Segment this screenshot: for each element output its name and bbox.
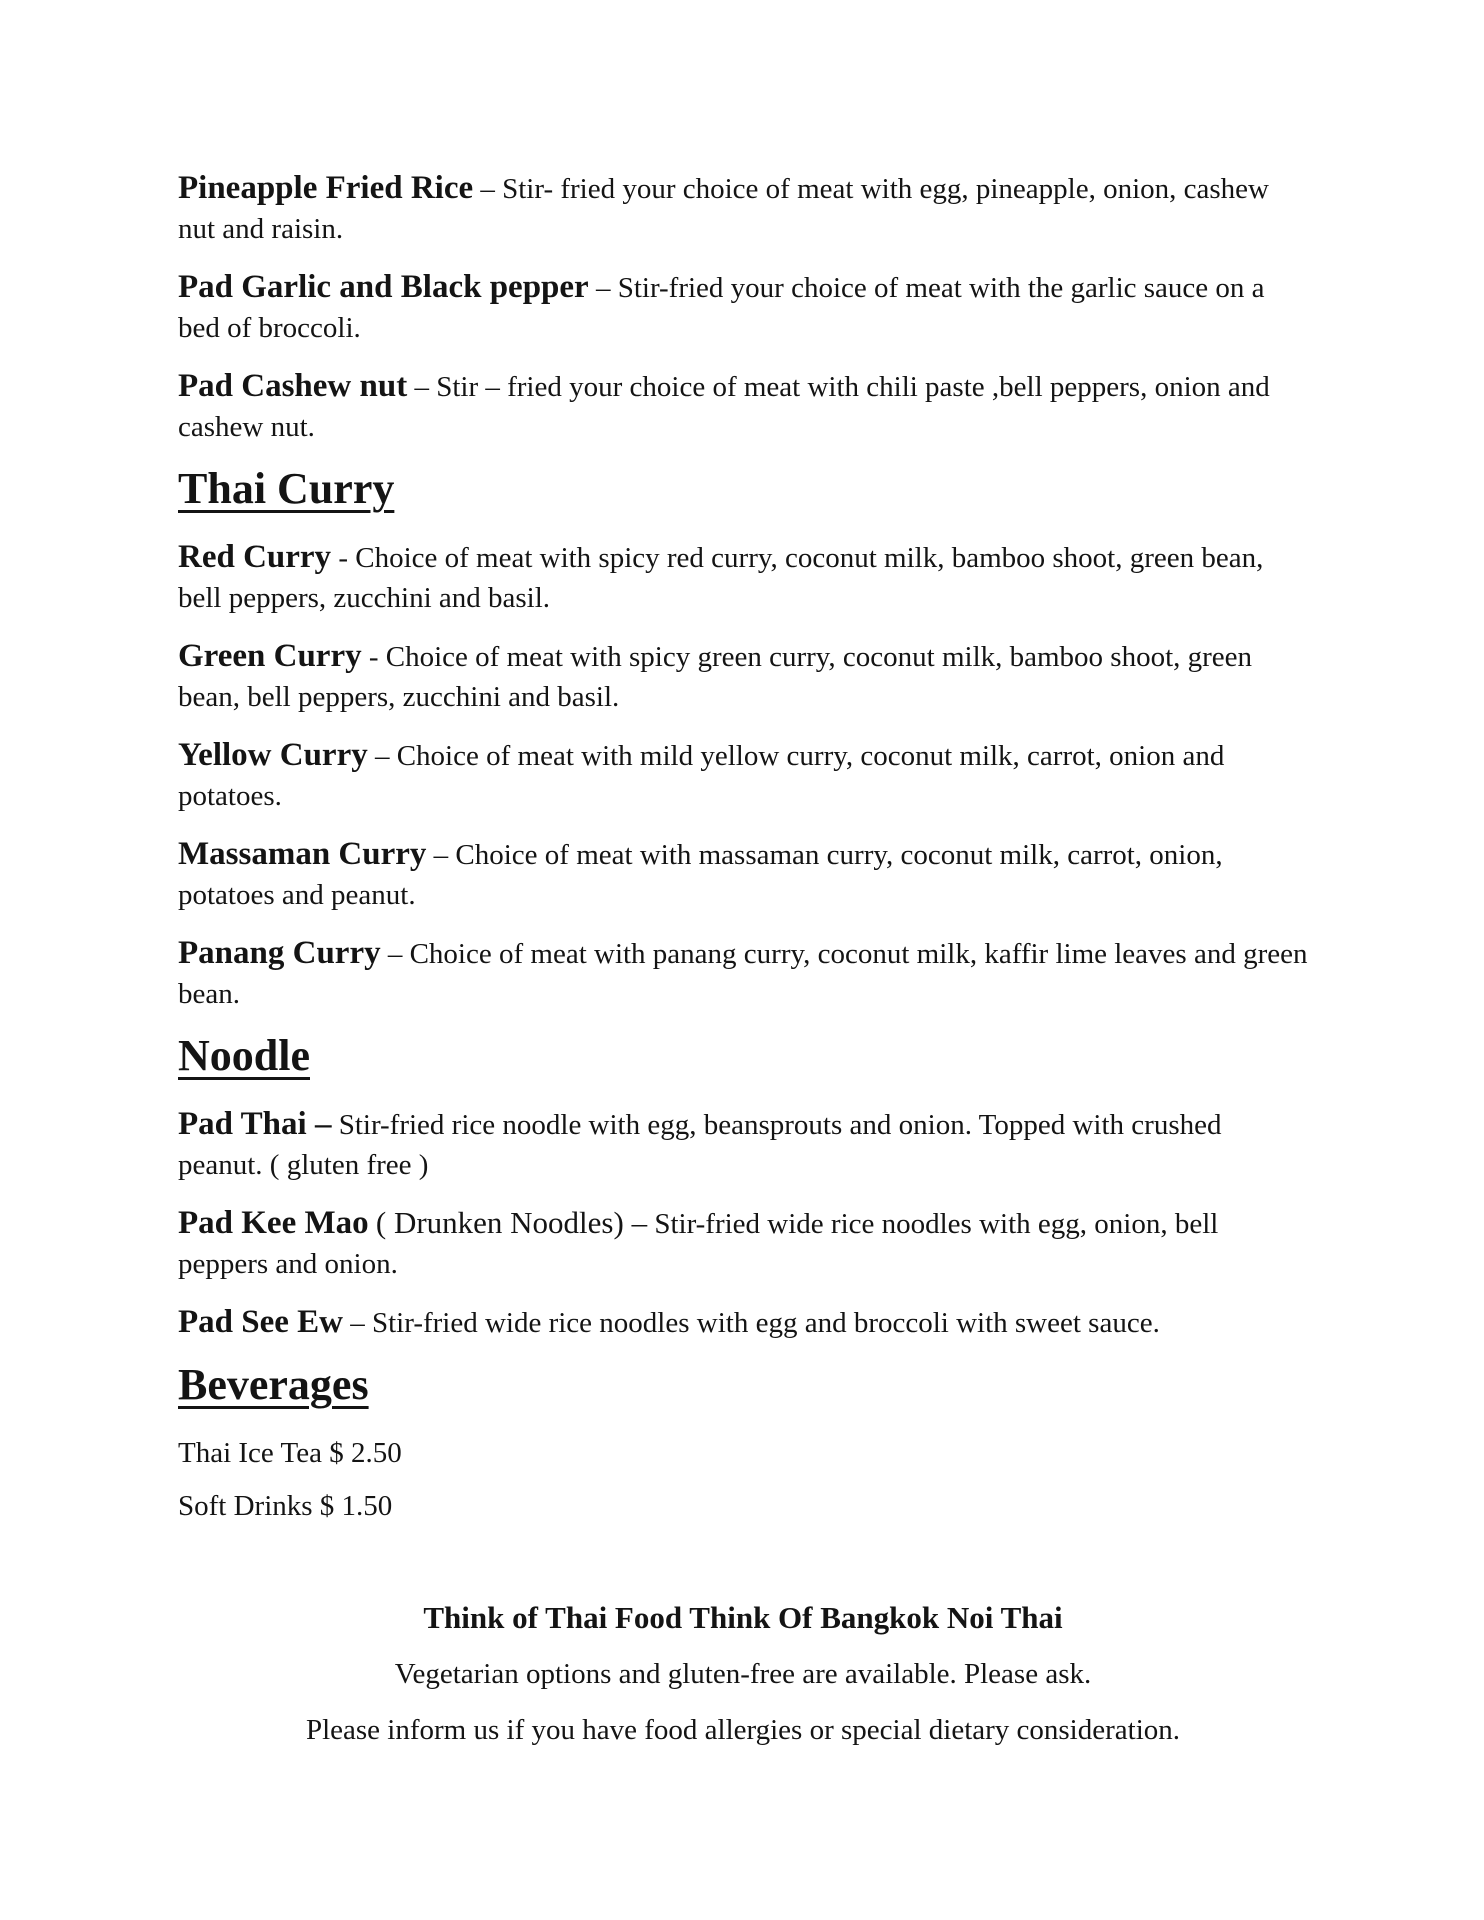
dish-name: Pad Cashew nut (178, 368, 408, 404)
dish-name: Green Curry (178, 638, 362, 674)
dish-description: – Choice of meat with panang curry, coconut milk, kaffir lime leaves and green bean. (178, 938, 1308, 1010)
dish-description: Stir-fried rice noodle with egg, beansprouts and onion. Topped with crushed peanut. ( gluten free ) (178, 1109, 1222, 1181)
dish-description: - Choice of meat with spicy red curry, coconut milk, bamboo shoot, green bean, bell peppers, zucchini and basil. (178, 542, 1264, 614)
dish-name: Pad See Ew (178, 1304, 343, 1340)
dish-description: – Choice of meat with massaman curry, coconut milk, carrot, onion, potatoes and peanut. (178, 839, 1223, 911)
dish-name: Yellow Curry (178, 737, 368, 773)
dish-name: Pad Kee Mao (178, 1205, 369, 1241)
footer-tagline: Think of Thai Food Think Of Bangkok Noi Thai (423, 1600, 1063, 1635)
section-heading-thai-curry: Thai Curry (178, 464, 395, 513)
menu-item-pad-see-ew (178, 1302, 1308, 1343)
footer-vegetarian-note: Vegetarian options and gluten-free are available. Please ask. (394, 1658, 1092, 1690)
menu-item-yellow-curry (178, 735, 1308, 816)
dish-description: - Choice of meat with spicy green curry, coconut milk, bamboo shoot, green bean, bell peppers, zucchini and basil. (178, 641, 1253, 713)
dish-description: – Stir – fried your choice of meat with chili paste ,bell peppers, onion and cashew nut. (178, 371, 1270, 443)
dish-description: – Choice of meat with mild yellow curry, coconut milk, carrot, onion and potatoes. (178, 740, 1225, 812)
menu-item-pad-garlic-black-pepper (178, 267, 1308, 348)
beverage-soft-drinks: Soft Drinks $ 1.50 (178, 1490, 393, 1522)
section-heading-noodle: Noodle (178, 1031, 310, 1080)
beverage-thai-ice-tea: Thai Ice Tea $ 2.50 (178, 1437, 402, 1469)
menu-item-pad-cashew-nut (178, 366, 1308, 447)
dish-name: Pineapple Fried Rice (178, 170, 474, 206)
menu-item-green-curry (178, 636, 1308, 717)
menu-item-red-curry (178, 537, 1308, 618)
menu-item-pad-kee-mao (178, 1203, 1308, 1284)
menu-item-pineapple-fried-rice (178, 168, 1308, 249)
dish-description: – Stir- fried your choice of meat with egg, pineapple, onion, cashew nut and raisin. (178, 173, 1269, 245)
dish-description: – Stir-fried wide rice noodles with egg and broccoli with sweet sauce. (350, 1307, 1160, 1339)
footer-allergy-note: Please inform us if you have food allergies or special dietary consideration. (305, 1714, 1181, 1746)
dish-name: Panang Curry (178, 935, 381, 971)
dish-name: Pad Garlic and Black pepper (178, 269, 589, 305)
section-heading-beverages: Beverages (178, 1360, 369, 1409)
menu-item-panang-curry (178, 933, 1308, 1014)
menu-item-massaman-curry (178, 834, 1308, 915)
dish-parenthetical: ( Drunken Noodles) – (375, 1205, 648, 1240)
dish-description: Stir-fried wide rice noodles with egg, onion, bell peppers and onion. (178, 1208, 1219, 1280)
dish-name: Red Curry (178, 539, 332, 575)
menu-item-pad-thai (178, 1104, 1308, 1185)
menu-footer (178, 1598, 1308, 1750)
dish-name: Pad Thai – (178, 1106, 332, 1142)
dish-description: – Stir-fried your choice of meat with the garlic sauce on a bed of broccoli. (178, 272, 1265, 344)
dish-name: Massaman Curry (178, 836, 427, 872)
